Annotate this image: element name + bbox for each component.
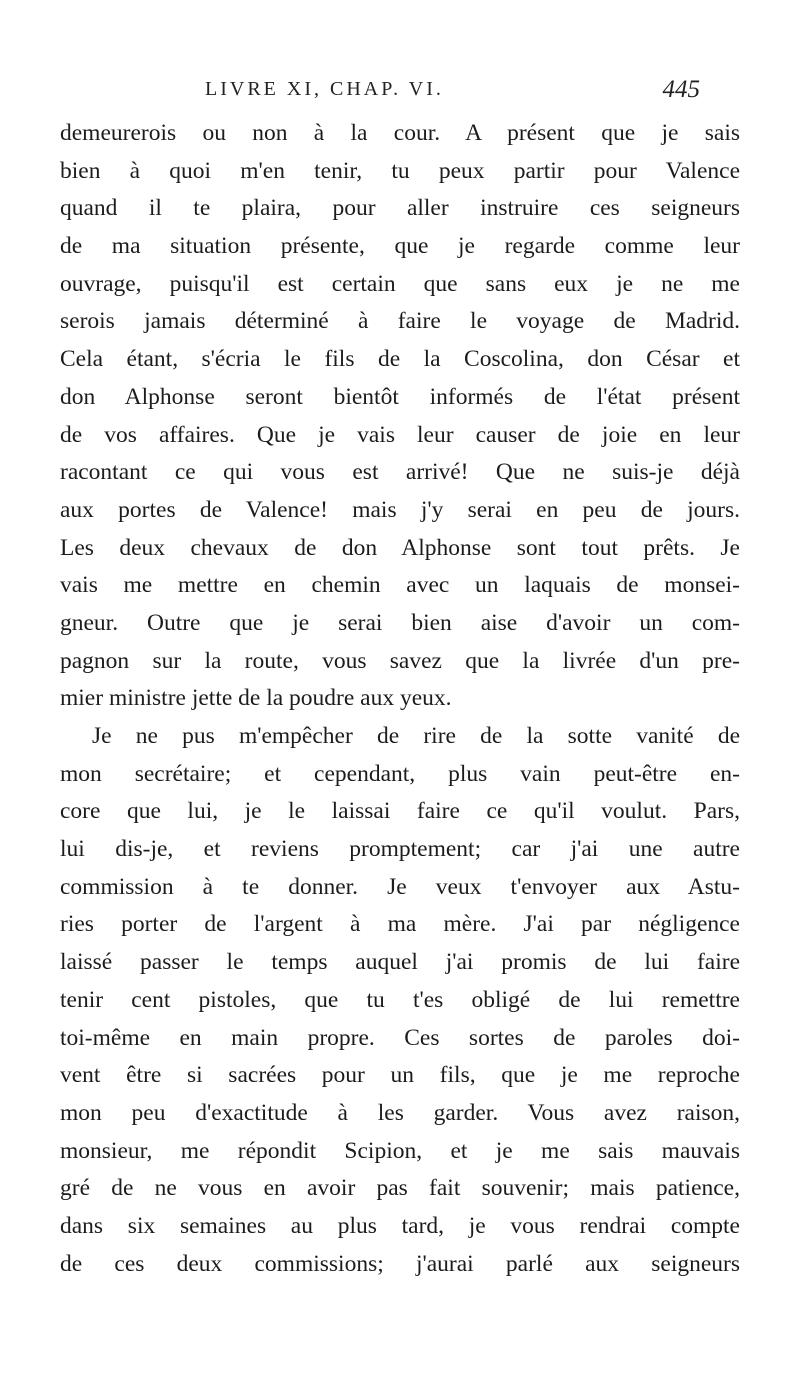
- text-line: dans six semaines au plus tard, je vous rendrai compte: [60, 1212, 740, 1239]
- text-line: de ma situation présente, que je regarde comme leur: [60, 233, 740, 260]
- text-line-paragraph-start: Je ne pus m'empêcher de rire de la sotte vanité de: [92, 723, 740, 749]
- text-line: bien à quoi m'en tenir, tu peux partir pour Valence: [60, 157, 740, 184]
- text-line: ries porter de l'argent à ma mère. J'ai par négligence: [60, 911, 740, 938]
- running-title: LIVRE XI, CHAP. VI.: [205, 78, 444, 100]
- page-number: 445: [662, 76, 700, 103]
- text-line: gré de ne vous en avoir pas fait souvenir; mais patience,: [60, 1175, 740, 1202]
- text-line-paragraph-end: mier ministre jette de la poudre aux yeux.: [60, 685, 452, 712]
- text-line: Les deux chevaux de don Alphonse sont tout prêts. Je: [60, 534, 740, 561]
- text-line: pagnon sur la route, vous savez que la livrée d'un pre-: [60, 647, 740, 674]
- text-line: toi-même en main propre. Ces sortes de paroles doi-: [60, 1024, 740, 1051]
- text-line: vais me mettre en chemin avec un laquais de monsei-: [60, 572, 740, 599]
- text-line: serois jamais déterminé à faire le voyage de Madrid.: [60, 308, 740, 335]
- text-line: de ces deux commissions; j'aurai parlé aux seigneurs: [60, 1250, 740, 1277]
- text-line: commission à te donner. Je veux t'envoyer aux Astu-: [60, 873, 740, 900]
- text-line: mon secrétaire; et cependant, plus vain peut-être en-: [60, 760, 740, 787]
- text-line: ouvrage, puisqu'il est certain que sans eux je ne me: [60, 270, 740, 297]
- text-line: laissé passer le temps auquel j'ai promis de lui faire: [60, 949, 740, 976]
- running-head: [60, 78, 740, 108]
- text-line: monsieur, me répondit Scipion, et je me sais mauvais: [60, 1137, 740, 1164]
- text-line: demeurerois ou non à la cour. A présent que je sais: [60, 120, 740, 146]
- text-line: aux portes de Valence! mais j'y serai en peu de jours.: [60, 496, 740, 523]
- text-line: de vos affaires. Que je vais leur causer de joie en leur: [60, 421, 740, 448]
- text-line: mon peu d'exactitude à les garder. Vous avez raison,: [60, 1099, 740, 1126]
- text-line: racontant ce qui vous est arrivé! Que ne suis-je déjà: [60, 459, 740, 486]
- text-line: gneur. Outre que je serai bien aise d'avoir un com-: [60, 609, 740, 636]
- body-text: [60, 115, 740, 1283]
- text-line: vent être si sacrées pour un fils, que je me reproche: [60, 1062, 740, 1089]
- text-line: core que lui, je le laissai faire ce qu'il voulut. Pars,: [60, 798, 740, 825]
- text-line: don Alphonse seront bientôt informés de l'état présent: [60, 383, 740, 410]
- text-line: quand il te plaira, pour aller instruire ces seigneurs: [60, 195, 740, 222]
- text-line: Cela étant, s'écria le fils de la Coscolina, don César et: [60, 346, 740, 373]
- text-line: tenir cent pistoles, que tu t'es obligé de lui remettre: [60, 986, 740, 1013]
- text-line: lui dis-je, et reviens promptement; car j'ai une autre: [60, 836, 740, 863]
